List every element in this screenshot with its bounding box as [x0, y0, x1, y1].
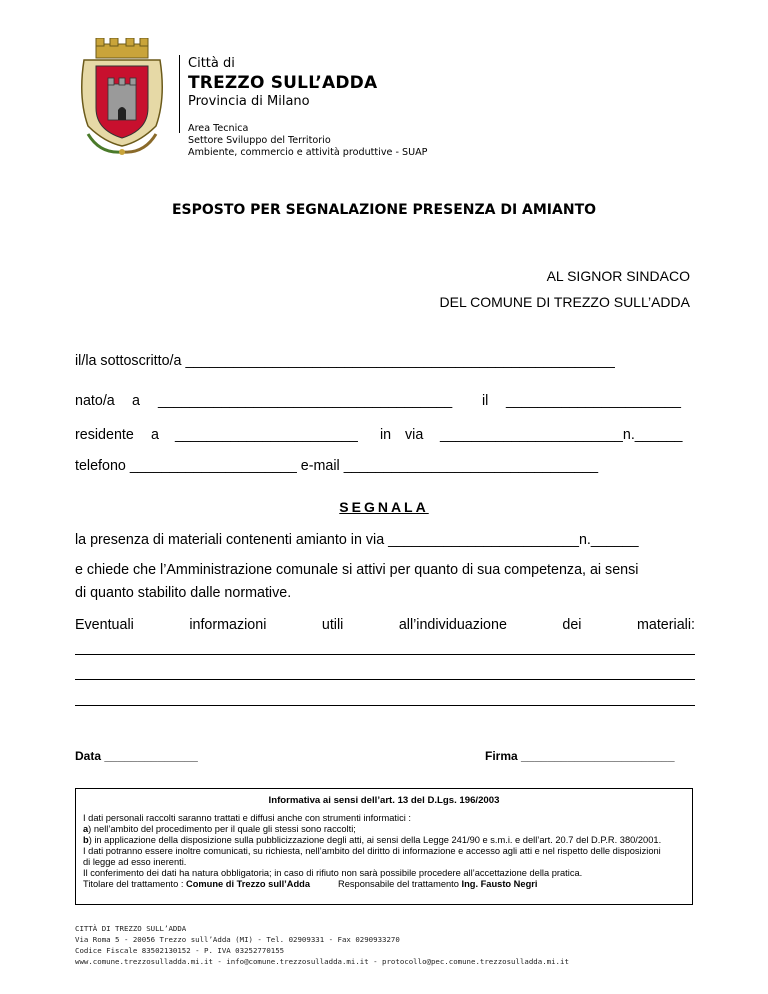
area-line: Settore Sviluppo del Territorio — [188, 135, 331, 146]
privacy-item-letter: b — [83, 835, 89, 845]
footer — [75, 923, 569, 967]
in-label: in — [380, 427, 392, 443]
contact-fields[interactable]: telefono _____________________ e-mail ________________________________ — [75, 458, 599, 474]
footer-line: www.comune.trezzosulladda.mi.it - info@comune.trezzosulladda.mi.it - protocollo@pec.comune.trezzosulladda.mi.it — [75, 957, 569, 966]
addressee — [440, 263, 691, 315]
privacy-line — [83, 835, 688, 846]
nato-label: nato/a — [75, 393, 115, 409]
info-word: dei — [562, 617, 582, 633]
il-label: il — [482, 393, 489, 409]
info-blank-line[interactable] — [75, 705, 695, 706]
area-line: Ambiente, commercio e attività produttive - SUAP — [188, 147, 428, 158]
privacy-item-text: ) nell’ambito del procedimento per il quale gli stessi sono raccolti; — [88, 824, 356, 834]
request-text-line1: e chiede che l’Amministrazione comunale si attivi per quanto di sua competenza, ai sensi — [75, 562, 639, 578]
segnala-heading: SEGNALA — [339, 499, 429, 515]
department-info — [188, 123, 427, 159]
footer-line: Via Roma 5 - 20056 Trezzo sull’Adda (MI) - Tel. 02909331 - Fax 0290933270 — [75, 935, 400, 944]
sottoscritto-field[interactable]: il/la sottoscritto/a ______________________________________________________ — [75, 353, 615, 369]
privacy-line: I dati personali raccolti saranno trattati e diffusi anche con strumenti informatici : — [83, 813, 411, 823]
header-divider — [179, 55, 180, 133]
residence-city-field[interactable]: _______________________ — [175, 427, 358, 443]
privacy-line: I dati potranno essere inoltre comunicati, su richiesta, nell’ambito del diritto di informazione e accesso agli atti e nel rispetto delle disposizioni — [83, 846, 661, 856]
footer-line: CITTÀ DI TREZZO SULL’ADDA — [75, 924, 187, 933]
request-text-line2: di quanto stabilito dalle normative. — [75, 585, 292, 601]
info-word: utili — [321, 617, 344, 633]
privacy-line: di legge ad esso inerenti. — [83, 857, 187, 867]
privacy-item-text: ) in applicazione della disposizione sulla pubblicizzazione degli atti, ai sensi della Legge 241/90 e s.m.i. e dell’art. 20.7 del D.P.R. 380/2001. — [88, 835, 662, 845]
titolare-label: Titolare del trattamento : — [83, 879, 187, 889]
signature-field[interactable]: Firma _______________________ — [485, 749, 675, 763]
via-label: via — [405, 427, 424, 443]
info-blank-line[interactable] — [75, 654, 695, 655]
addressee-line: DEL COMUNE DI TREZZO SULL’ADDA — [439, 294, 690, 310]
info-word: informazioni — [189, 617, 267, 633]
nato-a-label: a — [132, 393, 140, 409]
info-word: all’individuazione — [398, 617, 507, 633]
info-word: Eventuali — [75, 617, 134, 633]
document-title: ESPOSTO PER SEGNALAZIONE PRESENZA DI AMIANTO — [171, 202, 597, 218]
addressee-line: AL SIGNOR SINDACO — [546, 268, 690, 284]
residence-street-field[interactable]: _______________________n.______ — [440, 427, 683, 443]
privacy-line — [83, 879, 688, 890]
city-name: TREZZO SULL’ADDA — [188, 73, 378, 93]
privacy-line: Il conferimento dei dati ha natura obbligatoria; in caso di rifiuto non sarà possibile procedere all’accettazione della pratica. — [83, 868, 583, 878]
province: Provincia di Milano — [188, 94, 310, 109]
responsabile-value: Ing. Fausto Negri — [461, 879, 538, 889]
responsabile-label: Responsabile del trattamento — [338, 879, 462, 889]
privacy-title: Informativa ai sensi dell’art. 13 del D.Lgs. 196/2003 — [268, 795, 500, 806]
privacy-line — [83, 824, 688, 835]
info-label-line — [75, 617, 695, 633]
titolare-value: Comune di Trezzo sull’Adda — [186, 879, 310, 889]
footer-line: Codice Fiscale 83502130152 - P. IVA 03252770155 — [75, 946, 285, 955]
privacy-text — [83, 813, 688, 890]
city-coat-of-arms — [74, 38, 170, 160]
info-word: materiali: — [636, 617, 695, 633]
amianto-location-field[interactable]: la presenza di materiali contenenti amianto in via ________________________n.______ — [75, 532, 639, 548]
area-line: Area Tecnica — [188, 123, 249, 134]
birthplace-field[interactable]: _____________________________________ — [158, 393, 453, 409]
residente-a-label: a — [151, 427, 159, 443]
date-field[interactable]: Data ______________ — [75, 749, 198, 763]
residente-label: residente — [75, 427, 134, 443]
city-prefix: Città di — [188, 56, 235, 71]
privacy-item-letter: a — [83, 824, 89, 834]
birthdate-field[interactable]: ______________________ — [506, 393, 681, 409]
info-blank-line[interactable] — [75, 679, 695, 680]
